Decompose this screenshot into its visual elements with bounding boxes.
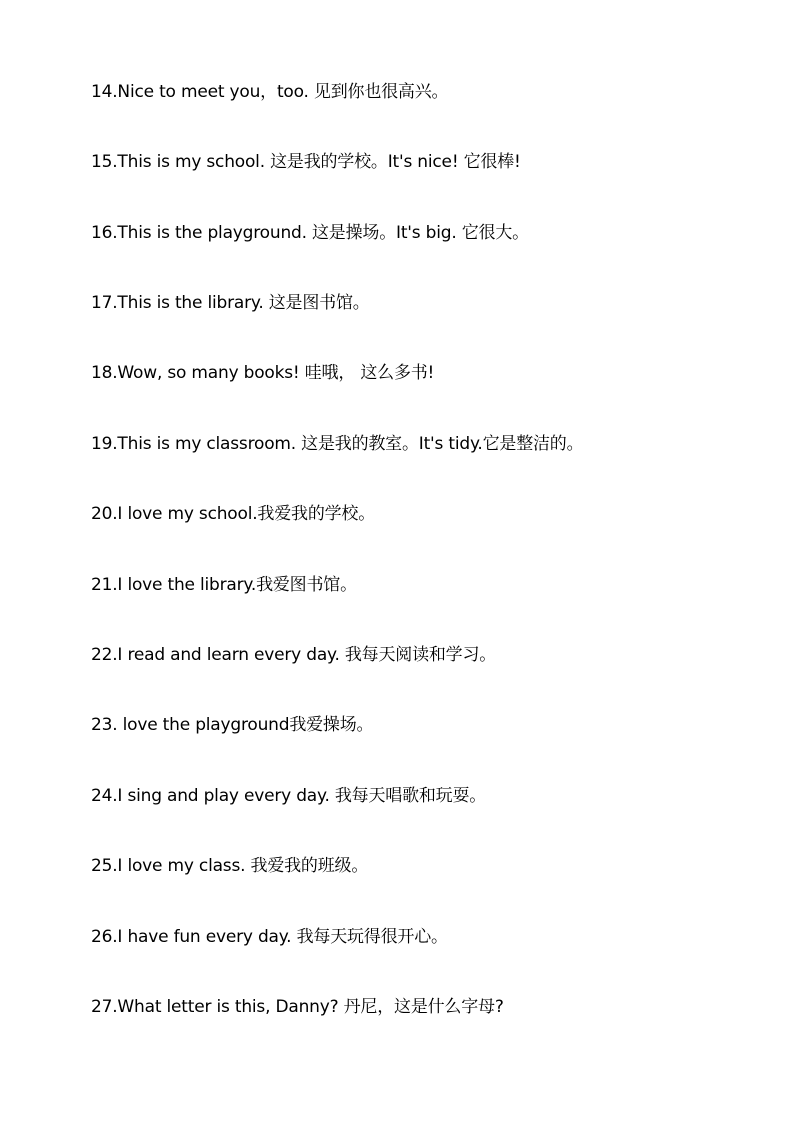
sentence-25: 25.I love my class. 我爱我的班级。	[91, 856, 369, 876]
sentence-19: 19.This is my classroom. 这是我的教室。It's tidy.它是整洁的。	[91, 434, 584, 454]
sentence-21: 21.I love the library.我爱图书馆。	[91, 575, 357, 595]
sentence-27: 27.What letter is this, Danny? 丹尼，这是什么字母?	[91, 997, 504, 1017]
sentence-26: 26.I have fun every day. 我每天玩得很开心。	[91, 927, 448, 947]
sentence-14: 14.Nice to meet you，too. 见到你也很高兴。	[91, 82, 449, 102]
sentence-20: 20.I love my school.我爱我的学校。	[91, 504, 376, 524]
sentence-22: 22.I read and learn every day. 我每天阅读和学习。	[91, 645, 497, 665]
sentence-24: 24.I sing and play every day. 我每天唱歌和玩耍。	[91, 786, 487, 806]
sentence-18: 18.Wow, so many books! 哇哦， 这么多书!	[91, 363, 435, 383]
sentence-16: 16.This is the playground. 这是操场。It's big. 它很大。	[91, 223, 529, 243]
sentence-17: 17.This is the library. 这是图书馆。	[91, 293, 370, 313]
sentence-15: 15.This is my school. 这是我的学校。It's nice! 它很棒!	[91, 152, 521, 172]
sentence-23: 23. love the playground我爱操场。	[91, 715, 374, 735]
